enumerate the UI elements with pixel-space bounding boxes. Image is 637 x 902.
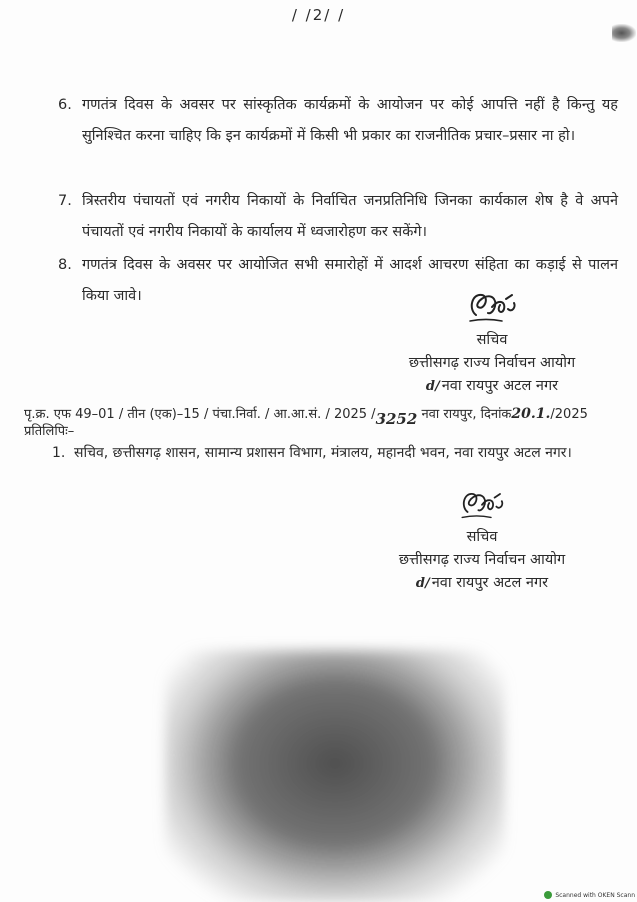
signatory-title: सचिव <box>476 332 508 348</box>
staple-mark <box>612 24 636 42</box>
signatory-location: d/ नवा रायपुर अटल नगर <box>415 575 549 591</box>
handwritten-initials: d/ <box>415 576 430 591</box>
paragraph-6 <box>58 90 618 152</box>
handwritten-signature <box>462 285 522 325</box>
signatory-org: छत्तीसगढ़ राज्य निर्वाचन आयोग <box>408 355 576 371</box>
handwritten-date: 20.1. <box>511 406 551 422</box>
paragraph-7 <box>58 186 618 248</box>
signature-block-2 <box>362 484 602 595</box>
signatory-location: d/ नवा रायपुर अटल नगर <box>425 378 559 394</box>
paragraph-number: 8. <box>58 257 72 273</box>
paragraph-text: त्रिस्तरीय पंचायतों एवं नगरीय निकायों के निर्वाचित जनप्रतिनिधि जिनका कार्यकाल शेष है वे अपने पंचायतों एवं नगरीय निकायों के कार्यालय में ध्वजारोहण कर सकेंगे। <box>82 193 618 240</box>
paragraph-number: 7. <box>58 193 72 209</box>
paragraph-text: गणतंत्र दिवस के अवसर पर सांस्कृतिक कार्यक्रमों के आयोजन पर कोई आपत्ति नहीं है किन्तु यह सुनिश्चित करना चाहिए कि इन कार्यक्रमों में किसी भी प्रकार का राजनीतिक प्रचार–प्रसार ना हो। <box>82 97 618 144</box>
handwritten-initials: d/ <box>425 379 440 394</box>
scan-shadow <box>165 650 505 902</box>
scanner-text: Scanned with OKEN Scann <box>555 891 635 899</box>
reference-year: /2025 <box>550 407 588 422</box>
handwritten-reference-number: 3252 <box>375 410 418 428</box>
copy-item-1 <box>52 441 604 465</box>
scanner-watermark <box>544 891 635 899</box>
scanner-logo-icon <box>544 891 552 899</box>
handwritten-signature <box>455 484 509 522</box>
paragraph-number: 6. <box>58 97 72 113</box>
signatory-org: छत्तीसगढ़ राज्य निर्वाचन आयोग <box>398 552 566 568</box>
paragraph-text: गणतंत्र दिवस के अवसर पर आयोजित सभी समारोहों में आदर्श आचरण संहिता का कड़ाई से पालन किया जावे। <box>82 257 618 304</box>
copy-item-text: सचिव, छत्तीसगढ़ शासन, सामान्य प्रशासन विभाग, मंत्रालय, महानदी भवन, नवा रायपुर अटल नगर। <box>74 445 572 461</box>
page-number: / /2/ / <box>291 6 346 24</box>
copy-item-number: 1. <box>52 445 66 461</box>
signature-block-1 <box>372 285 612 398</box>
reference-line <box>24 404 614 428</box>
reference-place: नवा रायपुर, दिनांक <box>421 407 512 422</box>
copy-to-label: प्रतिलिपिः– <box>24 424 75 439</box>
reference-number: पृ.क्र. एफ 49–01 / तीन (एक)–15 / पंचा.निर्वा. / आ.आ.सं. / 2025 / <box>24 407 376 422</box>
signatory-title: सचिव <box>466 529 498 545</box>
